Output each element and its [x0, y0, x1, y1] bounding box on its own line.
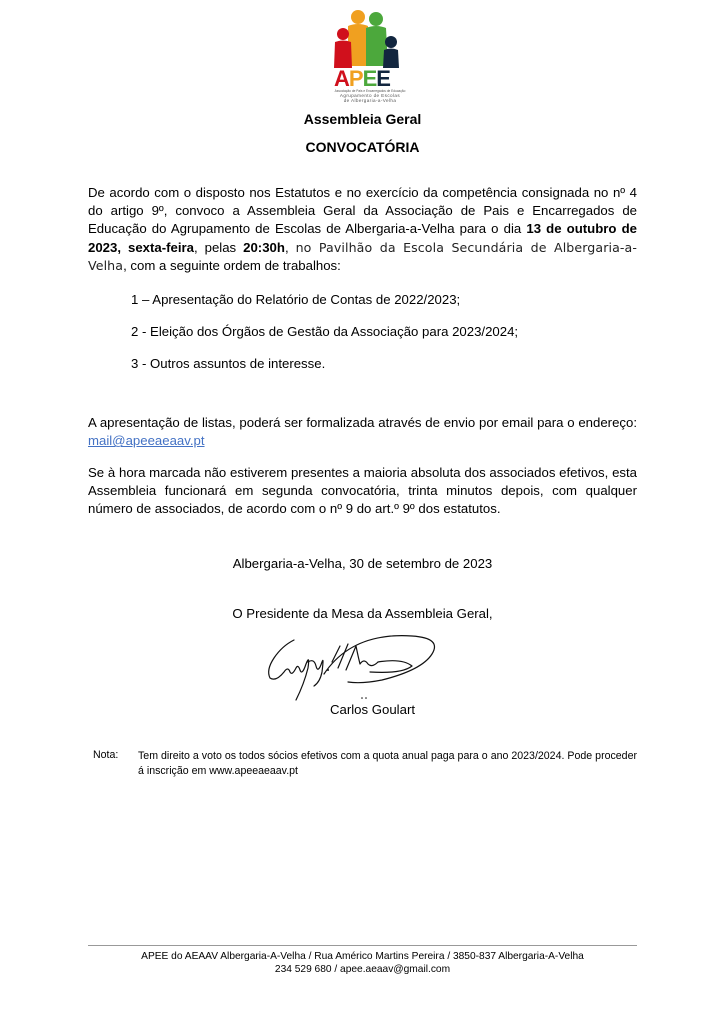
lists-paragraph [88, 414, 637, 450]
agenda-item-3: 3 - Outros assuntos de interesse. [131, 356, 326, 371]
footer-contact: 234 529 680 / apee.aeaav@gmail.com [274, 964, 451, 975]
note-text: Tem direito a voto os todos sócios efetivos com a quota anual paga para o ano 2023/2024. Pode proceder á inscrição em www.apeeaeaav.pt [138, 750, 637, 777]
intro-text-2: , pelas [193, 239, 244, 255]
place-date: Albergaria-a-Velha, 30 de setembro de 2023 [232, 556, 493, 571]
footer-address: APEE do AEAAV Albergaria-A-Velha / Rua Américo Martins Pereira / 3850-837 Albergaria-A-Velha [141, 951, 584, 962]
quorum-paragraph: Se à hora marcada não estiverem presentes a maioria absoluta dos associados efetivos, esta Assembleia funcionará em segunda convocatória, trinta minutos depois, com qualquer número de associados, de acordo com o nº 9 do art.º 9º dos estatutos. [88, 465, 637, 517]
logo-figure-orange-head [351, 10, 365, 24]
handwritten-signature [262, 628, 442, 710]
agenda-item-1: 1 – Apresentação do Relatório de Contas de 2022/2023; [131, 292, 461, 307]
document-title: Assembleia Geral [303, 111, 422, 127]
intro-text-1: De acordo com o disposto nos Estatutos e no exercício da competência consignada no nº 4 do artigo 9º, convoco a Assembleia Geral da Associação de Pais e Encarregados de Educação do Agrupamento de Escolas de Albergaria-a-Velha para o dia [88, 185, 637, 237]
document-subtitle: CONVOCATÓRIA [305, 139, 420, 155]
logo-acronym: APEE [334, 66, 390, 91]
signatory-name: Carlos Goulart [329, 702, 416, 717]
logo-figure-red-head [337, 28, 349, 40]
email-link[interactable]: mail@apeeaeaav.pt [88, 433, 205, 449]
meeting-venue: no Pavilhão da Escola Secundária de Albergaria-a-Velha [88, 239, 637, 273]
intro-text-3: , [284, 239, 296, 255]
logo-figure-navy-head [385, 36, 397, 48]
apee-logo [330, 8, 410, 104]
lists-text: A apresentação de listas, poderá ser formalizada através de envio por email para o endereço: [88, 415, 637, 430]
logo-text-line2: Agrupamento de Escolas [339, 93, 401, 98]
agenda-item-2: 2 - Eleição dos Órgãos de Gestão da Associação para 2023/2024; [131, 324, 519, 339]
meeting-time: 20:30h [243, 239, 285, 255]
logo-figure-green-head [369, 12, 383, 26]
note-label: Nota: [93, 749, 119, 761]
logo-figure-red-body [334, 41, 352, 69]
logo-text-line1: Associação de Pais e Encarregados de Educação [334, 89, 406, 93]
intro-paragraph [88, 184, 637, 275]
footer-divider [88, 945, 637, 946]
logo-text-line3: de Albergaria-a-Velha [343, 98, 397, 103]
meeting-date: 13 de outubro de 2023, sexta-feira [88, 221, 638, 255]
intro-text-4: , com a seguinte ordem de trabalhos: [123, 257, 341, 273]
signatory-role: O Presidente da Mesa da Assembleia Geral, [232, 606, 493, 621]
